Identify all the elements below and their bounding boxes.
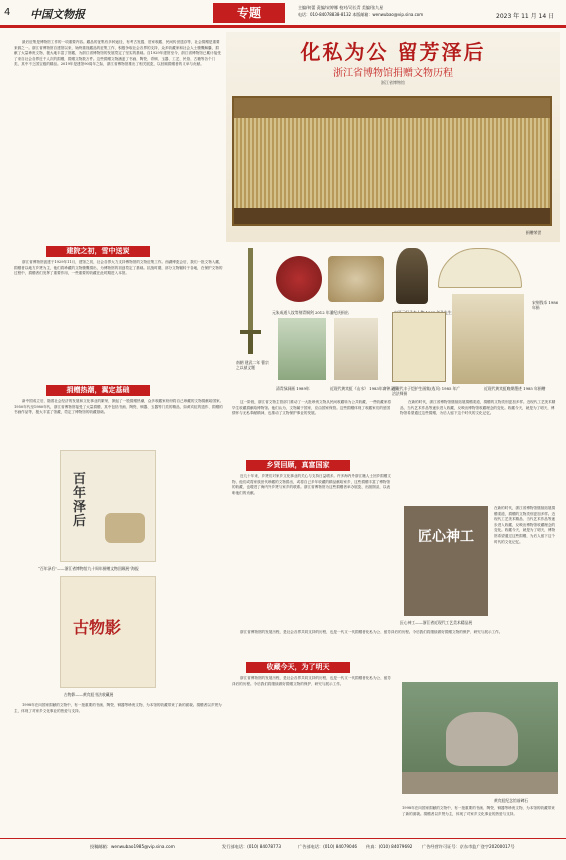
footer-distribution-phone: 发行部电话：(010) 84078773 [222, 844, 282, 849]
craft-exhibition-poster [404, 506, 488, 616]
exhibition-poster-1 [60, 450, 156, 562]
donor-honor-wall [232, 96, 552, 226]
section-1-text: 浙江省博物馆创建于1929年11月，建馆之初，社会各界大力支持博物馆的文物征集工作。西湖博览会后，我们一批文物入藏，捐赠者以地方乡贤为主，他们将珍藏的文物慷慨捐出，为博物馆的初创奠定了基础。抗战时期，部分文物辗转于各地，在保护文物的过程中，捐赠者们发挥了重要作用，一些重要的收藏在此时期进入本馆。 [14, 260, 223, 276]
middle-lower-text: 浙江省博物馆的发展历程，是社会各界共同支持的历程，也是一代又一代捐赠者化私为公、留芳泽后的历程。今后我们将继续做好捐赠文物的保护、研究与展示工作。 [240, 630, 503, 634]
calligraphy-fan-photo [438, 248, 522, 288]
newspaper-logo: 中国文物报 [30, 8, 85, 21]
banner-credit: 捐赠荣誉 [526, 230, 542, 235]
craft-poster-title: 匠心神工 [418, 529, 474, 545]
page-number: 4 [4, 7, 11, 18]
memorial-stone-photo [402, 682, 558, 794]
caption-2: 宋刻钱币 1986年捐 [532, 300, 559, 310]
page-header [0, 0, 566, 26]
caption-8: 南朝 建武二年 曹宗之以祯义题 [236, 360, 269, 370]
caption-6: 近现代黄宾虹晚期墨迹 1985 年捐赠 [484, 386, 546, 391]
intro-text: 最后征集是博物馆工作的一项重要内容。藏品的征集有多种途径，有考古发掘、旧家收藏、民间传世遗存等，社会捐赠是重要来源之一。浙江省博物馆自建馆以来，始终重视藏品的征集工作，积极争取社会各界的支持，众多收藏家和社会人士慷慨解囊，捐献了大量珍贵文物，极大地丰富了馆藏，为浙江省博物馆的发展奠定了坚实的基础。自1929年建馆至今，浙江省博物馆已累计接受了来自社会各界近千人次的捐赠，捐赠文物数万件。这些捐赠文物涵盖了书画、陶瓷、青铜、玉器、工艺、民俗、古籍等各个门类，其中不乏国宝级的精品。2019年是建馆90周年之际，浙江省博物馆推出了相关展览，以回顾捐赠者的义举与贡献。 [14, 40, 221, 67]
right-bottom-text: 1998年在向国家捐献的文物中，有一批重要的书画、陶瓷、铜器等珍贵文物，为本馆的收藏带来了新的面貌。捐赠者以乡贤为主，体现了对家乡文化事业的热爱与支持。 [402, 806, 555, 816]
gilt-panel-photo [452, 294, 524, 384]
footer-rule [0, 838, 566, 839]
issue-date: 2023 年 11 月 14 日 [496, 13, 555, 20]
caption-9: “百年泽后”——浙江省博物馆九十周年捐赠文物回顾展”海报 [38, 566, 139, 571]
header-rule [0, 25, 566, 28]
section-heading-3: 乡贤回顾，真富国家 [246, 460, 350, 471]
section-label: 专题 [213, 3, 285, 23]
green-landscape-photo [278, 318, 326, 380]
poster-2-title: 古物影 [73, 618, 122, 637]
caption-10: 古物影——黄宾虹书法收藏展 [64, 692, 114, 697]
section-heading-1: 建院之初，雪中送炭 [46, 246, 150, 257]
coin-photo [276, 256, 322, 302]
footer [0, 841, 566, 855]
section-4-text: 浙江省博物馆的发展历程，是社会各界共同支持的历程，也是一代又一代捐赠者化私为公、留芳泽后的历程。今后我们将继续做好捐赠文物的保护、研究与展示工作。 [232, 676, 391, 686]
footer-email: 投稿邮箱：wenwubao1985@vip.sina.com [90, 844, 175, 849]
bronze-sword-photo [232, 248, 268, 358]
footer-license: 广告经营许可证号：京东市监广登字20200017号 [422, 844, 515, 849]
footer-fax: 传真：(010) 84079692 [366, 844, 413, 849]
exhibition-poster-2 [60, 576, 156, 688]
calligraphy-scroll-photo [392, 312, 446, 382]
right-text-top: 在新的时代，浙江省博物馆继续拓展捐赠渠道，捐赠的文物类别更加多样。近现代工艺美术精品、当代艺术作品等逐步进入收藏，反映出博物馆收藏理念的变化。收藏今天，就是为了明天，博物馆希望通过这些捐赠，为后人留下这个时代的文化记忆。 [400, 400, 556, 416]
banner [226, 32, 560, 242]
footer-ad-phone: 广告部电话：(010) 84079046 [298, 844, 358, 849]
banner-source: 浙江省博物馆 [381, 80, 405, 85]
section-3-text: 近几十年来，乡贤们对家乡文化事业的关心与支持日益增多。许多海内外浙江籍人士回乡捐赠文物，他们或将家族世代珍藏的文物捐出，或将自己多年收藏的精品献给家乡，这些捐赠丰富了博物馆的收藏，也增进了海内外乡贤与家乡的联系。浙江省博物馆为这些捐赠者举办展览、出版图录，以表彰他们的贡献。 [232, 474, 391, 495]
caption-4: 清青绿洞画 1989年 [276, 386, 310, 391]
editor-line-2: 电话：010-84078838-8132 本版邮箱：wenwubao@vip.sina.com [298, 12, 424, 17]
plate-photo [328, 256, 384, 302]
section-2-text: 新中国成立后，随着社会经济的发展和文化事业的繁荣，掀起了一股捐赠热潮，众多收藏家纷纷将自己珍藏的文物捐献给国家。1950年代至1980年代，浙江省博物馆接受了大量捐赠，其中包括书画、陶瓷、铜器、玉器等门类的精品，如黄宾虹的遗作、捐赠的书画作品等，极大丰富了馆藏，奠定了博物馆的收藏基础。 [14, 399, 224, 415]
editor-line-1: 主编/何蕾 责编/宋婷娜 校对/司长青 美编/张九星 [298, 5, 384, 10]
section-heading-2: 捐赠热潮，翼定基础 [46, 385, 150, 396]
banner-subtitle: 浙江省博物馆捐赠文物历程 [333, 68, 453, 79]
caption-11: 匠心神工——浙江省近现代工艺美术精品展 [400, 620, 473, 625]
caption-7: 近现代丰子恺护生画集(选页) 1985 年广洽法师捐 [392, 386, 461, 396]
middle-text: 这一阶段，浙江省文物主管部门推动了一大批珍贵文物从民间收藏转为公共收藏，一些收藏家将毕生收藏捐献给博物馆。他们认为，文物属于国家，应由国家保管。这些捐赠体现了收藏家们的爱国情怀与无私奉献精神，也推动了文物保护事业的发展。 [232, 400, 391, 416]
caption-1: 元朱成道人纹等刻青铜剑 2012 年潘纪庆捐出 [272, 310, 349, 315]
section-heading-4: 收藏今天，为了明天 [246, 662, 350, 673]
right-side-text: 在新的时代，浙江省博物馆继续拓展捐赠渠道，捐赠的文物类别更加多样。近现代工艺美术精品、当代艺术作品等逐步进入收藏，反映出博物馆收藏理念的变化。收藏今天，就是为了明天，博物馆希望通过这些捐赠，为后人留下这个时代的文化记忆。 [494, 506, 556, 544]
bottom-left-text: 1998年在向国家捐献的文物中，有一批重要的书画、陶瓷、铜器等珍贵文物，为本馆的收藏带来了新的面貌。捐赠者以乡贤为主，体现了对家乡文化事业的热爱与支持。 [14, 703, 222, 713]
ink-painting-photo [334, 318, 378, 380]
poster-1-title: 百年泽后 [73, 472, 87, 529]
caption-5: 近现代黄宾虹《山水》 1983年裔钟灵捐 [330, 386, 398, 391]
caption-14: 黄宾虹纪念馆前碑石 [494, 798, 529, 803]
banner-title: 化私为公 留芳泽后 [300, 40, 486, 64]
figurine-photo [396, 248, 428, 304]
